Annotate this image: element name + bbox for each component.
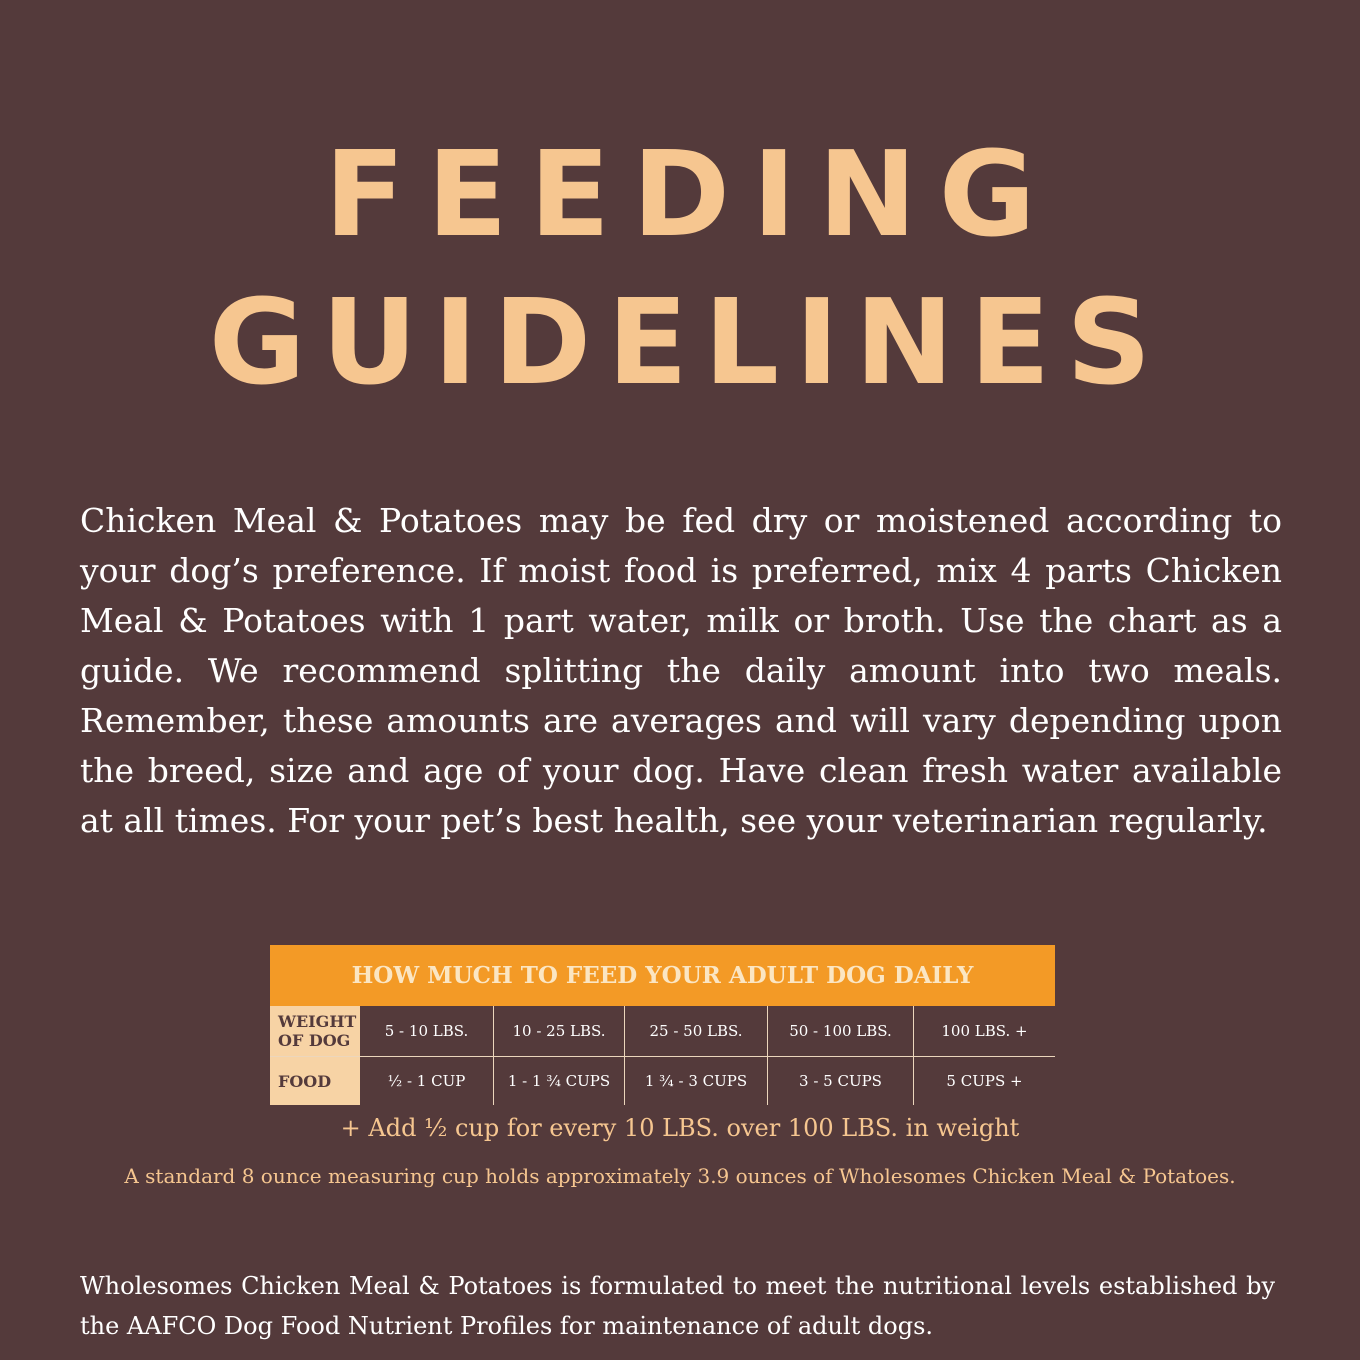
table-cell: ½ - 1 CUP: [387, 1072, 466, 1090]
add-cup-note: + Add ½ cup for every 10 LBS. over 100 LBS. in weight: [340, 1114, 1020, 1142]
row-label-food: FOOD: [270, 1057, 360, 1105]
page-title-line-1: FEEDING: [324, 125, 1058, 263]
table-cell: 5 - 10 LBS.: [384, 1022, 469, 1040]
table-cell: 10 - 25 LBS.: [493, 1006, 624, 1056]
table-row-food: [270, 1056, 1055, 1105]
table-cell: 25 - 50 LBS.: [624, 1006, 767, 1056]
page-title-line-2: GUIDELINES: [208, 273, 1168, 411]
table-cell: 1 ¾ - 3 CUPS: [624, 1057, 767, 1105]
table-cell: 1 - 1 ¾ CUPS: [493, 1057, 624, 1105]
intro-paragraph: Chicken Meal & Potatoes may be fed dry or moistened according to your dog’s preference. If moist food is preferred, mix 4 parts Chicken Meal & Potatoes with 1 part water, milk or broth. Use the chart as a guide. We recommend splitting the daily amount into two meals. Remember, these amounts are averages and will vary depending upon the breed, size and age of your dog. Have clean fresh water available at all times. For your pet’s best health, see your veterinarian regularly.: [80, 501, 1282, 840]
table-header: HOW MUCH TO FEED YOUR ADULT DOG DAILY: [270, 945, 1055, 1006]
table-cell: 3 - 5 CUPS: [767, 1057, 913, 1105]
table-cell: 100 LBS. +: [913, 1006, 1055, 1056]
aafco-statement: Wholesomes Chicken Meal & Potatoes is formulated to meet the nutritional levels established by the AAFCO Dog Food Nutrient Profiles for maintenance of adult dogs.: [80, 1272, 1275, 1340]
table-row-weight: [270, 1006, 1055, 1056]
table-cell: 50 - 100 LBS.: [767, 1006, 913, 1056]
measuring-cup-note: A standard 8 ounce measuring cup holds approximately 3.9 ounces of Wholesomes Chicken Meal & Potatoes.: [124, 1164, 1236, 1188]
table-cell: 5 CUPS +: [913, 1057, 1055, 1105]
feeding-table: [270, 945, 1055, 1105]
row-label-weight: WEIGHT OF DOG: [270, 1006, 360, 1056]
